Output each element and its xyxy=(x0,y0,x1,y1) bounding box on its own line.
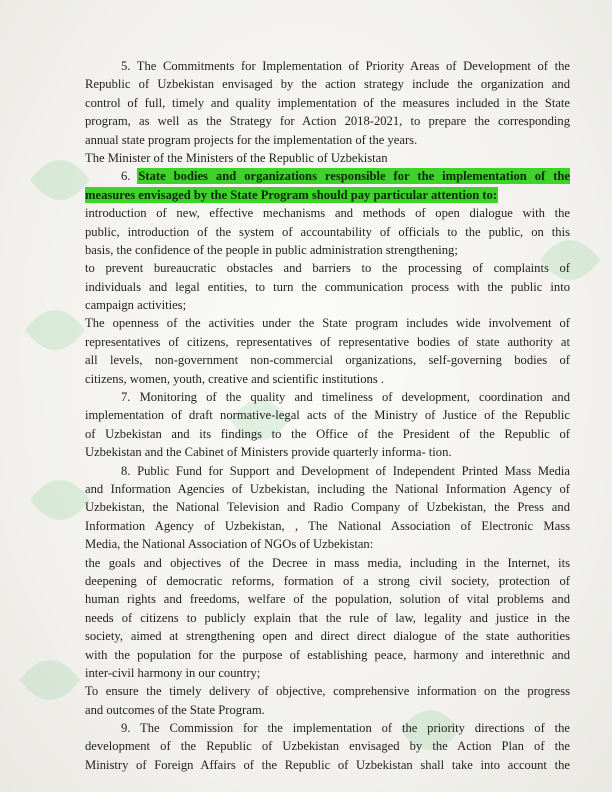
highlighted-text: State bodies and organizations responsible for the implementation of the xyxy=(138,169,570,184)
text-line: to prevent bureaucratic obstacles and barriers to the processing of complaints of xyxy=(85,261,570,276)
text-line: all levels, non-government non-commercial organizations, self-governing bodies of xyxy=(85,353,570,368)
highlighted-line xyxy=(85,186,570,204)
text-line: the goals and objectives of the Decree in mass media, including in the Internet, its xyxy=(85,555,570,570)
document-body xyxy=(85,57,570,774)
text-line: 8. Public Fund for Support and Development of Independent Printed Mass Media xyxy=(121,463,570,478)
text-line: basis, the confidence of the people in public administration strengthening; xyxy=(85,242,458,257)
text-line: and outcomes of the State Program. xyxy=(85,702,265,717)
text-line: of Uzbekistan and its findings to the Office of the President of the Republic of xyxy=(85,426,570,441)
text-line: 5. The Commitments for Implementation of Priority Areas of Development of the xyxy=(121,59,570,73)
text-line: inter-civil harmony in our country; xyxy=(85,665,261,680)
text-line: needs of citizens to publicly explain that the rule of law, legality and justice in the xyxy=(85,610,570,625)
text-line: annual state program projects for the implementation of the years. xyxy=(85,132,418,147)
text-line: The openness of the activities under the State program includes wide involvement of xyxy=(85,316,570,331)
text-line: human rights and freedoms, welfare of the population, solution of vital problems and xyxy=(85,592,570,607)
text-line: individuals and legal entities, to turn the communication process with the public into xyxy=(85,279,570,294)
text-line: deepening of democratic reforms, formation of a strong civil society, protection of xyxy=(85,573,570,588)
text-line: and Information Agencies of Uzbekistan, including the National Information Agency of xyxy=(85,481,570,496)
text-line: Information Agency of Uzbekistan, , The National Association of Electronic Mass xyxy=(85,518,570,533)
paragraph-6 xyxy=(85,167,570,388)
text-line: Ministry of Foreign Affairs of the Republic of Uzbekistan shall take into account the xyxy=(85,757,570,772)
paragraph-5 xyxy=(85,57,570,149)
text-line: introduction of new, effective mechanisms and methods of open dialogue with the xyxy=(85,206,570,221)
paragraph-7 xyxy=(85,388,570,462)
text-line: campaign activities; xyxy=(85,298,187,313)
text-line: public, introduction of the system of accountability of officials to the public, on this xyxy=(85,224,570,239)
text-line: To ensure the timely delivery of objective, comprehensive information on the progress xyxy=(85,684,570,699)
highlighted-line xyxy=(85,167,570,185)
text-line: program, as well as the Strategy for Action 2018-2021, to prepare the corresponding xyxy=(85,114,570,129)
text-line: citizens, women, youth, creative and scientific institutions . xyxy=(85,371,385,386)
text-line: control of full, timely and quality implementation of the measures included in the State xyxy=(85,95,570,110)
text-line: implementation of draft normative-legal acts of the Ministry of Justice of the Republic xyxy=(85,408,570,423)
paragraph-8 xyxy=(85,462,570,719)
highlighted-text: measures envisaged by the State Program should pay particular attention to: xyxy=(85,187,498,202)
paragraph-number: 6. xyxy=(121,169,131,184)
text-line: Uzbekistan and the Cabinet of Ministers provide quarterly informa- tion. xyxy=(85,445,452,460)
text-line: Uzbekistan, the National Television and Radio Company of Uzbekistan, the Press and xyxy=(85,500,570,515)
text-line: with the population for the purpose of establishing peace, harmony and interethnic and xyxy=(85,647,570,662)
text-line: Media, the National Association of NGOs of Uzbekistan: xyxy=(85,537,374,552)
paragraph-9 xyxy=(85,719,570,774)
text-line: 9. The Commission for the implementation of the priority directions of the xyxy=(121,721,570,736)
text-line: Republic of Uzbekistan envisaged by the action strategy include the organization and xyxy=(85,77,570,92)
text-line: development of the Republic of Uzbekistan envisaged by the Action Plan of the xyxy=(85,739,570,754)
text-line: representatives of citizens, representatives of representative bodies of state authority at xyxy=(85,334,570,349)
minister-line: The Minister of the Ministers of the Republic of Uzbekistan xyxy=(85,150,388,165)
text-line: society, aimed at strengthening open and direct direct dialogue of the state authorities xyxy=(85,629,570,644)
text-line: 7. Monitoring of the quality and timeliness of development, coordination and xyxy=(121,390,570,405)
